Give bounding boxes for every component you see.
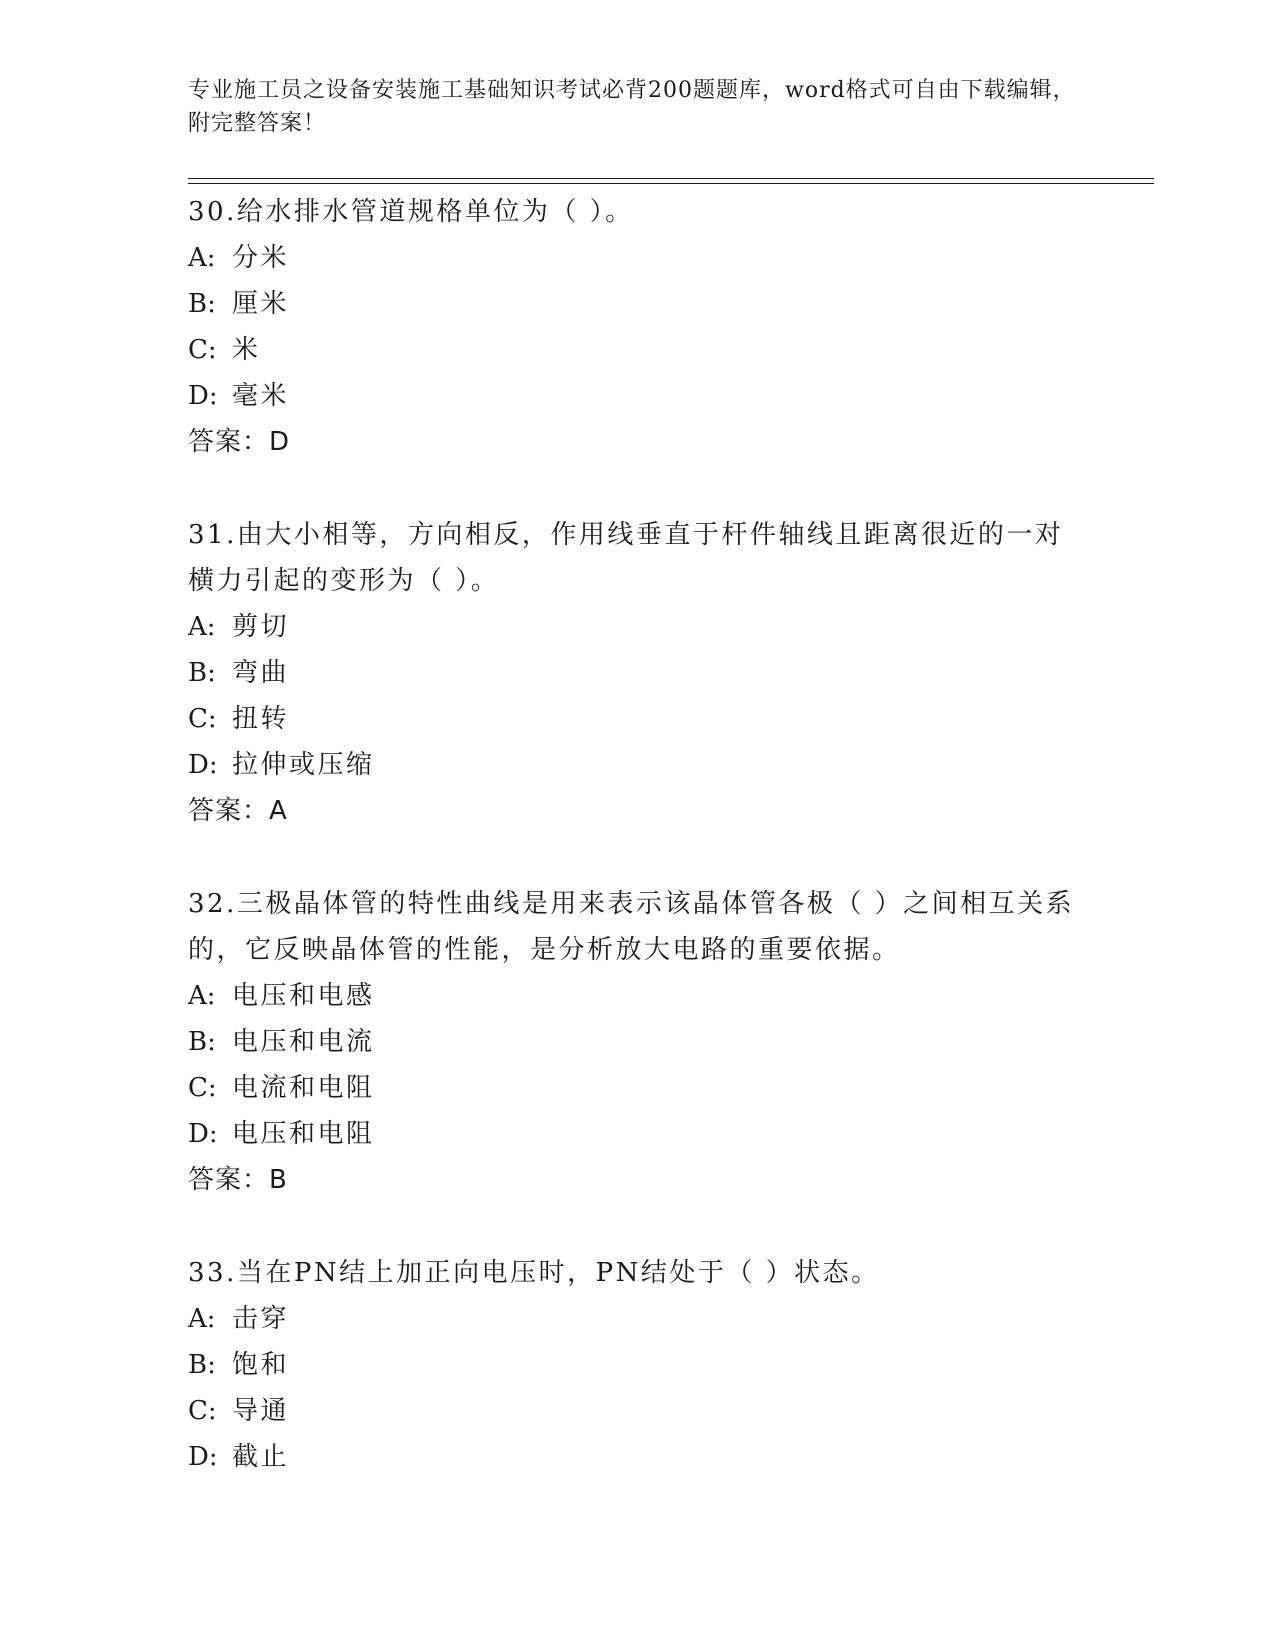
- option-c: [188, 1065, 1088, 1111]
- option-d: [188, 1434, 1088, 1480]
- question-stem: 33.当在PN结上加正向电压时，PN结处于（ ）状态。: [188, 1258, 880, 1288]
- option-text: 电压和电流: [232, 1027, 375, 1057]
- option-c: [188, 696, 1088, 742]
- option-letter: D:: [188, 381, 218, 411]
- question-31: [188, 512, 1088, 834]
- option-letter: C:: [188, 704, 217, 734]
- option-letter: C:: [188, 1073, 217, 1103]
- option-b: [188, 650, 1088, 696]
- option-d: [188, 1111, 1088, 1157]
- option-a: [188, 973, 1088, 1019]
- option-text: 电压和电阻: [232, 1119, 375, 1149]
- option-d: [188, 373, 1088, 419]
- header-rule-top: [188, 178, 1154, 179]
- option-letter: B:: [188, 1027, 216, 1057]
- option-text: 导通: [232, 1396, 290, 1426]
- option-letter: D:: [188, 1442, 218, 1472]
- option-b: [188, 1342, 1088, 1388]
- option-a: [188, 604, 1088, 650]
- option-text: 毫米: [232, 381, 290, 411]
- question-30: [188, 189, 1088, 465]
- question-stem: 32.三极晶体管的特性曲线是用来表示该晶体管各极（ ）之间相互关系的，它反映晶体管的性能，是分析放大电路的重要依据。: [188, 889, 1075, 965]
- option-text: 米: [232, 335, 261, 365]
- question-stem: 31.由大小相等，方向相反，作用线垂直于杆件轴线且距离很近的一对横力引起的变形为（ ）。: [188, 520, 1064, 596]
- option-letter: A:: [188, 612, 216, 642]
- option-text: 厘米: [232, 289, 290, 319]
- option-text: 扭转: [232, 704, 290, 734]
- option-text: 拉伸或压缩: [232, 750, 375, 780]
- option-text: 饱和: [232, 1350, 290, 1380]
- option-letter: C:: [188, 1396, 217, 1426]
- option-text: 电压和电感: [232, 981, 375, 1011]
- option-letter: B:: [188, 289, 216, 319]
- option-letter: B:: [188, 658, 216, 688]
- option-d: [188, 742, 1088, 788]
- question-stem: 30.给水排水管道规格单位为（ ）。: [188, 197, 634, 227]
- option-letter: A:: [188, 1304, 216, 1334]
- option-a: [188, 235, 1088, 281]
- option-letter: D:: [188, 750, 218, 780]
- option-text: 电流和电阻: [232, 1073, 375, 1103]
- option-a: [188, 1296, 1088, 1342]
- option-b: [188, 1019, 1088, 1065]
- question-list: [188, 189, 1088, 1527]
- question-32: [188, 881, 1088, 1203]
- option-letter: B:: [188, 1350, 216, 1380]
- document-header: [188, 74, 1088, 140]
- option-c: [188, 327, 1088, 373]
- header-title: 专业施工员之设备安装施工基础知识考试必背200题题库，word格式可自由下载编辑，附完整答案！: [188, 78, 1076, 136]
- option-text: 弯曲: [232, 658, 290, 688]
- option-c: [188, 1388, 1088, 1434]
- option-letter: D:: [188, 1119, 218, 1149]
- header-rule-bottom: [188, 183, 1154, 184]
- option-text: 截止: [232, 1442, 290, 1472]
- option-letter: A:: [188, 243, 216, 273]
- answer-line: 答案：B: [188, 1165, 288, 1195]
- answer-line: 答案：A: [188, 796, 288, 826]
- option-letter: A:: [188, 981, 216, 1011]
- option-letter: C:: [188, 335, 217, 365]
- option-text: 分米: [232, 243, 290, 273]
- option-text: 击穿: [232, 1304, 290, 1334]
- option-text: 剪切: [232, 612, 290, 642]
- answer-line: 答案：D: [188, 427, 291, 457]
- question-33: [188, 1250, 1088, 1480]
- option-b: [188, 281, 1088, 327]
